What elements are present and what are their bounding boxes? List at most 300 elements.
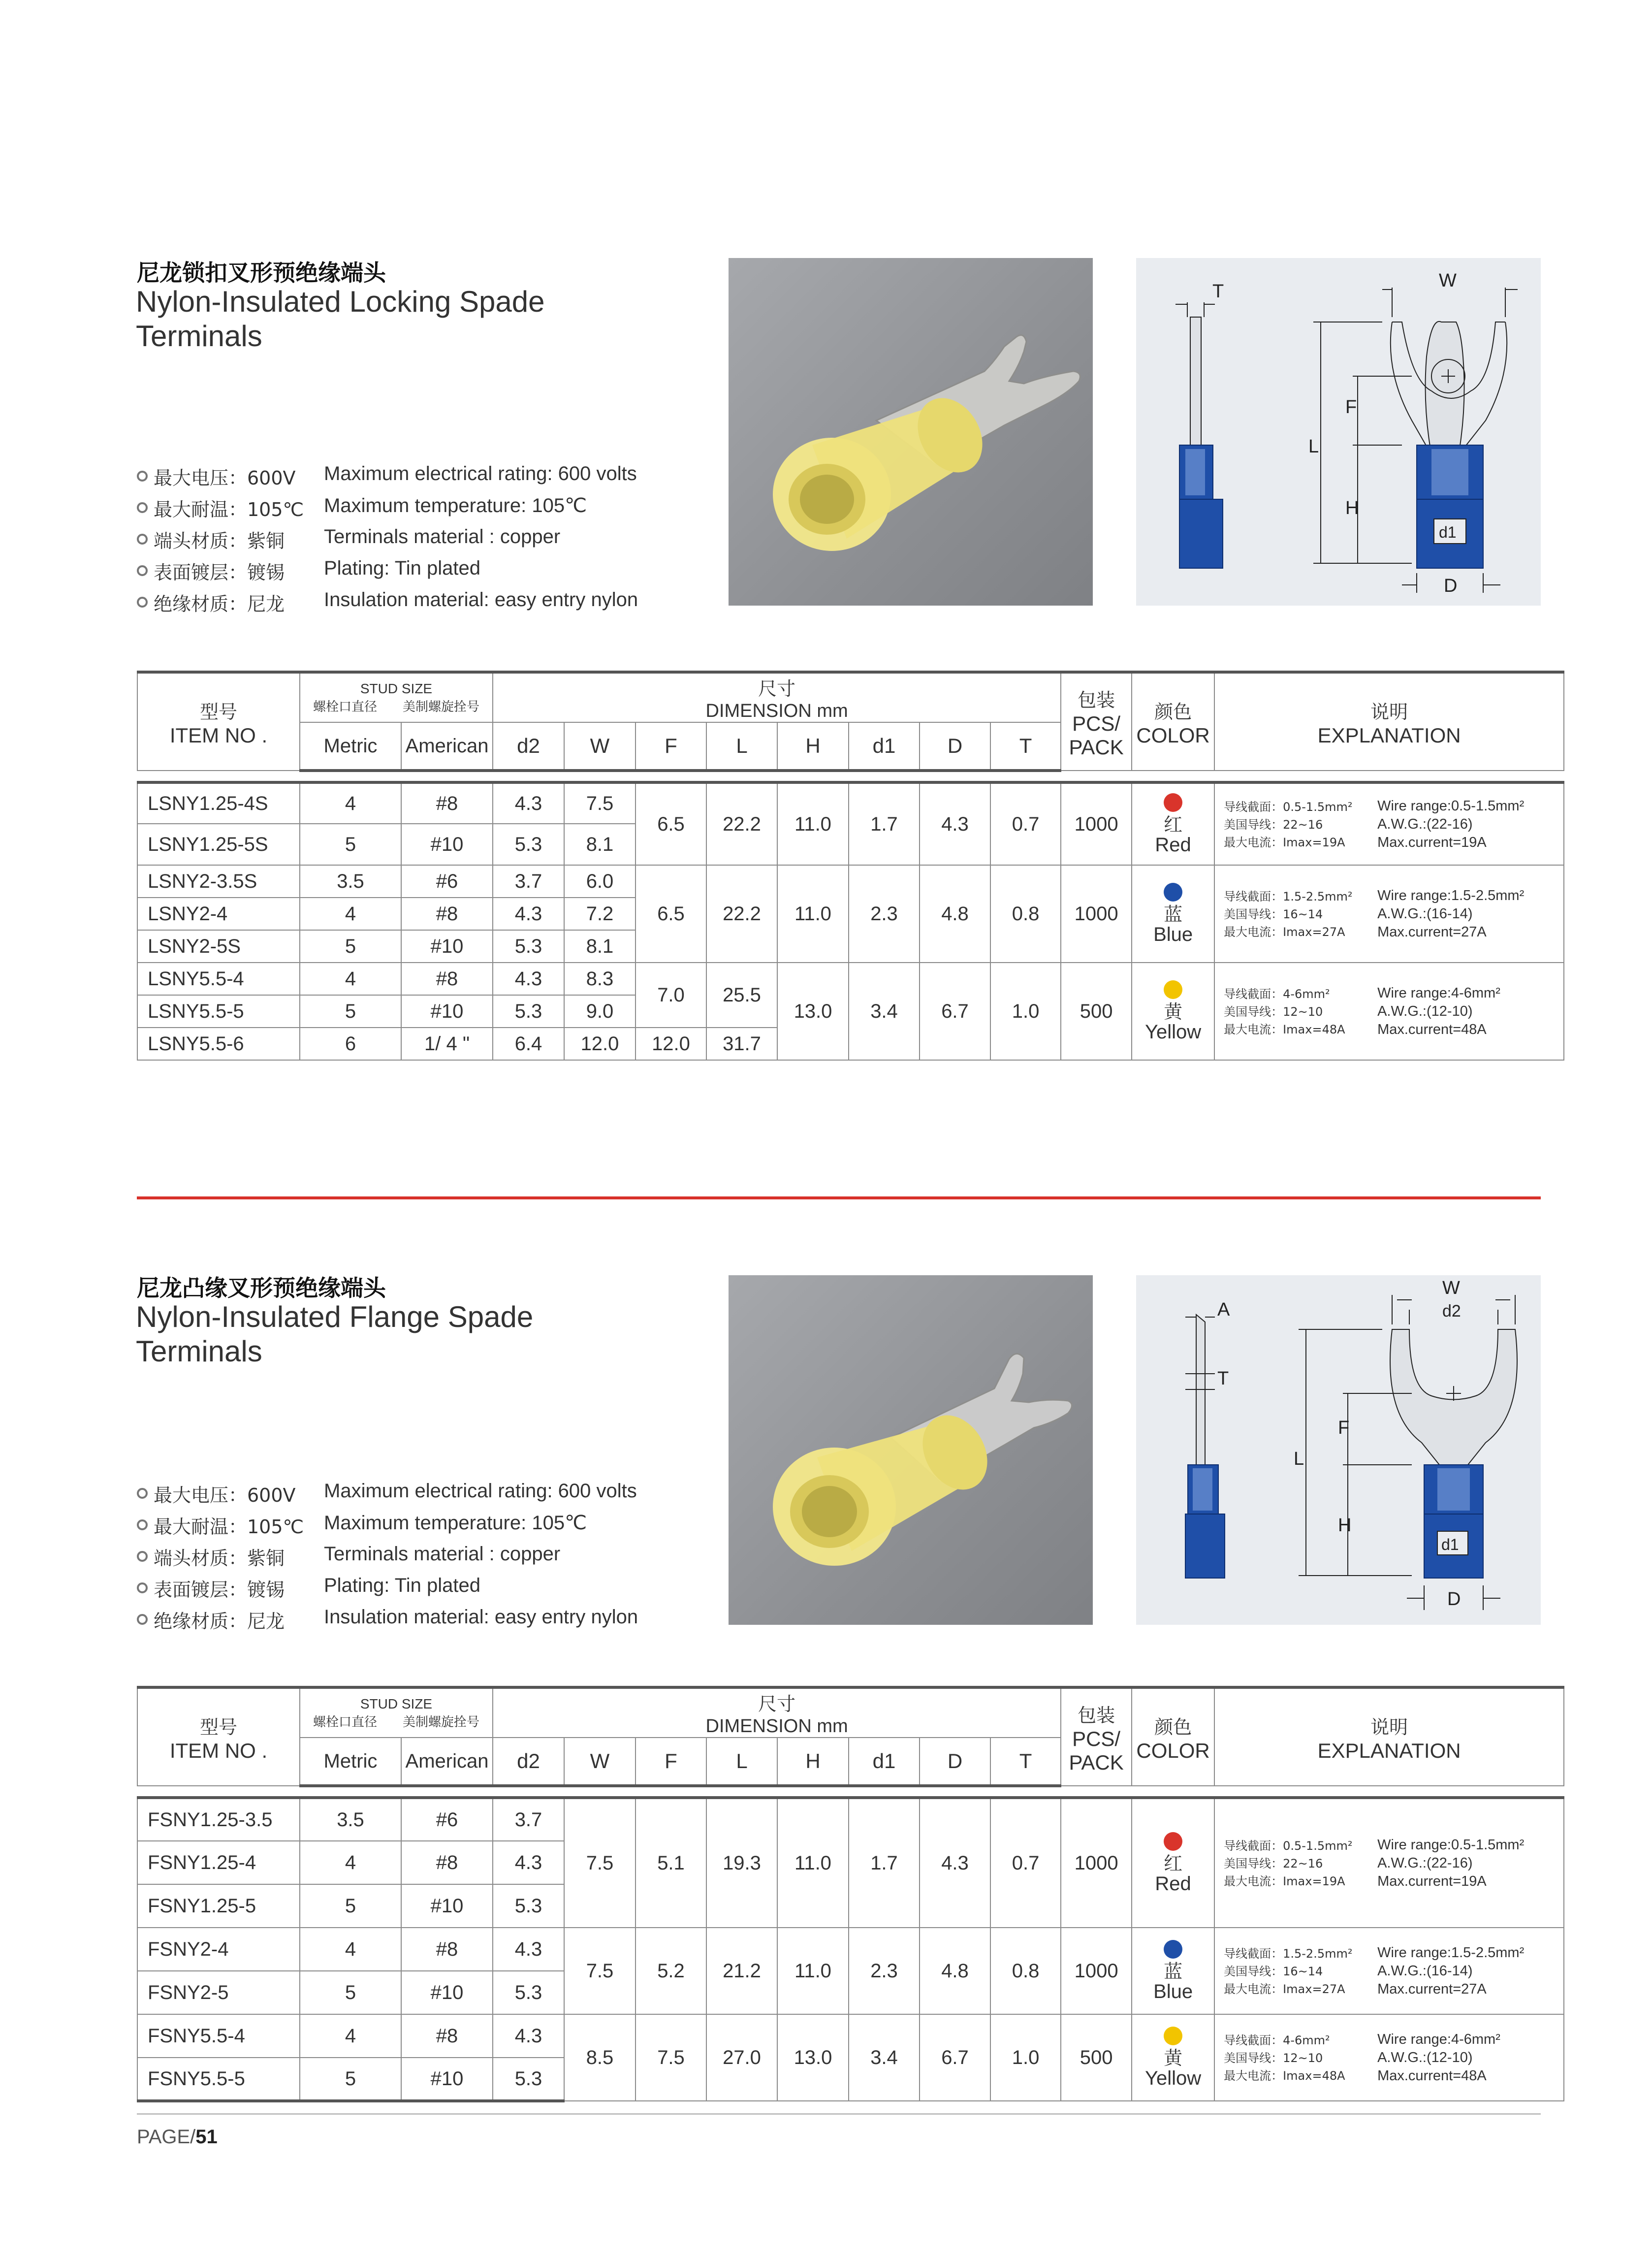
cell-d2: 5.3 <box>493 930 564 963</box>
table-row <box>137 782 1564 824</box>
expl-cn-line: 美国导线：12~10 <box>1224 2051 1323 2065</box>
footer-rule <box>137 2113 1541 2115</box>
dim-label-D: D <box>1447 1589 1461 1610</box>
cell-american: #10 <box>401 995 493 1028</box>
cell-W: 7.5 <box>564 1798 635 1928</box>
expl-en-line: Wire range:0.5-1.5mm² <box>1377 798 1525 814</box>
cell-pack: 1000 <box>1061 782 1132 865</box>
color-en: Blue <box>1153 1981 1193 2002</box>
color-en: Yellow <box>1145 1021 1202 1043</box>
header-expl-cn: 说明 <box>1370 701 1408 723</box>
cell-color-blue <box>1132 865 1214 963</box>
cell-F: 6.5 <box>635 865 706 963</box>
dim-label-H: H <box>1345 498 1359 518</box>
cell-W: 8.1 <box>564 824 635 865</box>
spec-en: Maximum temperature: 105℃ <box>324 1512 587 1534</box>
header-dimension-cn: 尺寸 <box>758 1693 796 1715</box>
spec-cn: 端头材质：紫铜 <box>154 530 285 552</box>
cell-L: 22.2 <box>706 865 777 963</box>
section1-spec-list <box>137 463 718 620</box>
cell-pack: 1000 <box>1061 1928 1132 2014</box>
dim-label-W: W <box>1442 1278 1460 1298</box>
spec-item <box>137 1512 718 1543</box>
locking-spade-terminal-photo <box>729 258 1093 606</box>
bullet-icon <box>137 1551 148 1562</box>
expl-cn-line: 导线截面：1.5-2.5mm² <box>1224 1947 1353 1961</box>
red-dot-icon <box>1164 1832 1182 1851</box>
cell-D: 4.3 <box>920 782 990 865</box>
cell-H: 11.0 <box>777 782 849 865</box>
dimension-drawing <box>1136 1275 1541 1625</box>
header-pack <box>1061 1687 1132 1786</box>
explanation-block <box>1215 887 1563 941</box>
header-item <box>137 672 300 771</box>
expl-cn-line: 美国导线：22~16 <box>1224 818 1323 832</box>
cell-W: 8.1 <box>564 930 635 963</box>
expl-en-line: Max.current=48A <box>1377 1022 1487 1037</box>
dim-label-D: D <box>1444 576 1458 596</box>
cell-D: 4.8 <box>920 865 990 963</box>
cell-american: #10 <box>401 1971 493 2014</box>
cell-color-red <box>1132 1798 1214 1928</box>
cell-pack: 1000 <box>1061 1798 1132 1928</box>
cell-metric: 3.5 <box>300 1798 401 1841</box>
cell-metric: 5 <box>300 930 401 963</box>
spec-en: Terminals material : copper <box>324 526 561 548</box>
cell-metric: 5 <box>300 995 401 1028</box>
cell-d1: 3.4 <box>849 2014 920 2101</box>
header-pack-cn: 包装 <box>1078 1704 1115 1726</box>
cell-metric: 4 <box>300 2014 401 2058</box>
cell-item: FSNY5.5-5 <box>137 2058 300 2101</box>
cell-H: 11.0 <box>777 1928 849 2014</box>
explanation-cn <box>1224 985 1371 1038</box>
expl-en-line: A.W.G.:(22-16) <box>1377 1855 1473 1871</box>
cell-metric: 5 <box>300 824 401 865</box>
cell-metric: 3.5 <box>300 865 401 898</box>
section2-title-en <box>136 1300 533 1369</box>
cell-d2: 4.3 <box>493 963 564 995</box>
cell-d2: 3.7 <box>493 865 564 898</box>
explanation-en <box>1377 1836 1555 1891</box>
header-L: L <box>706 1738 777 1786</box>
cell-item: LSNY5.5-4 <box>137 963 300 995</box>
spec-en: Maximum electrical rating: 600 volts <box>324 463 637 484</box>
dim-label-W: W <box>1439 270 1457 291</box>
cell-american: #8 <box>401 898 493 930</box>
cell-american: #6 <box>401 865 493 898</box>
header-D: D <box>920 722 990 771</box>
expl-en-line: Wire range:0.5-1.5mm² <box>1377 1837 1525 1853</box>
cell-L: 27.0 <box>706 2014 777 2101</box>
header-color-en: COLOR <box>1136 723 1210 747</box>
dim-label-F: F <box>1338 1418 1350 1438</box>
header-explanation <box>1214 1687 1564 1786</box>
explanation-cn <box>1224 1945 1371 1998</box>
header-pack <box>1061 672 1132 771</box>
blue-dot-icon <box>1164 1940 1182 1959</box>
section1-title-en-line1: Nylon-Insulated Locking Spade <box>136 285 545 318</box>
cell-american: #10 <box>401 824 493 865</box>
expl-en-line: Max.current=27A <box>1377 1981 1487 1997</box>
cell-T: 0.8 <box>990 865 1061 963</box>
cell-T: 1.0 <box>990 963 1061 1060</box>
cell-F: 7.0 <box>635 963 706 1028</box>
expl-cn-line: 美国导线：22~16 <box>1224 1857 1323 1870</box>
color-en: Red <box>1155 1873 1191 1895</box>
cell-color-red <box>1132 782 1214 865</box>
cell-explanation <box>1214 782 1564 865</box>
cell-L: 21.2 <box>706 1928 777 2014</box>
header-F: F <box>635 1738 706 1786</box>
section2-title-en-line2: Terminals <box>136 1335 262 1368</box>
cell-american: #10 <box>401 2058 493 2101</box>
header-pack-cn: 包装 <box>1078 689 1115 711</box>
header-color-en: COLOR <box>1136 1739 1210 1762</box>
dim-label-T: T <box>1212 281 1224 302</box>
spec-item <box>137 589 718 620</box>
cell-d2: 4.3 <box>493 782 564 824</box>
header-explanation <box>1214 672 1564 771</box>
color-cn: 黄 <box>1164 2047 1183 2069</box>
expl-cn-line: 美国导线：16~14 <box>1224 1965 1323 1978</box>
table-gap <box>137 771 1564 782</box>
expl-cn-line: 最大电流：Imax=19A <box>1224 836 1345 849</box>
cell-color-yellow <box>1132 2014 1214 2101</box>
color-en: Red <box>1155 834 1191 856</box>
cell-F: 5.1 <box>635 1798 706 1928</box>
cell-T: 0.7 <box>990 782 1061 865</box>
explanation-block <box>1215 2031 1563 2085</box>
header-stud-american-cn: 美制螺旋拴号 <box>402 1714 479 1730</box>
cell-item: FSNY2-5 <box>137 1971 300 2014</box>
section-divider <box>137 1196 1541 1199</box>
expl-cn-line: 导线截面：0.5-1.5mm² <box>1224 1839 1353 1853</box>
section1-title-cn: 尼龙锁扣叉形预绝缘端头 <box>137 259 386 286</box>
spec-item <box>137 1543 718 1575</box>
expl-cn-line: 最大电流：Imax=27A <box>1224 1982 1345 1996</box>
bullet-icon <box>137 534 148 545</box>
cell-item: FSNY5.5-4 <box>137 2014 300 2058</box>
header-american: American <box>401 1738 493 1786</box>
header-dimension <box>493 672 1061 722</box>
spec-en: Maximum electrical rating: 600 volts <box>324 1480 637 1502</box>
bullet-icon <box>137 597 148 608</box>
cell-d2: 5.3 <box>493 2058 564 2101</box>
cell-item: FSNY1.25-4 <box>137 1841 300 1884</box>
cell-d2: 5.3 <box>493 824 564 865</box>
flange-spade-terminal-photo <box>729 1275 1093 1625</box>
expl-en-line: Wire range:1.5-2.5mm² <box>1377 1945 1525 1961</box>
header-stud-american-cn: 美制螺旋拴号 <box>402 699 479 714</box>
section1-title-en <box>136 285 545 354</box>
cell-metric: 5 <box>300 2058 401 2101</box>
dim-label-A: A <box>1217 1299 1230 1320</box>
cell-metric: 5 <box>300 1884 401 1928</box>
header-color <box>1132 672 1214 771</box>
header-item-cn: 型号 <box>199 1716 237 1738</box>
cell-d2: 6.4 <box>493 1028 564 1060</box>
cell-metric: 4 <box>300 963 401 995</box>
spec-item <box>137 557 718 589</box>
cell-pack: 500 <box>1061 963 1132 1060</box>
cell-color-yellow <box>1132 963 1214 1060</box>
explanation-block <box>1215 1944 1563 1998</box>
section2-title-cn: 尼龙凸缘叉形预绝缘端头 <box>137 1275 386 1301</box>
explanation-en <box>1377 984 1555 1039</box>
spec-en: Insulation material: easy entry nylon <box>324 589 638 611</box>
cell-L: 31.7 <box>706 1028 777 1060</box>
dim-label-F: F <box>1345 397 1357 418</box>
spec-item <box>137 1606 718 1638</box>
cell-d1: 1.7 <box>849 782 920 865</box>
cell-item: LSNY2-5S <box>137 930 300 963</box>
header-stud-size <box>300 672 493 722</box>
cell-color-blue <box>1132 1928 1214 2014</box>
cell-american: #8 <box>401 782 493 824</box>
cell-item: LSNY1.25-5S <box>137 824 300 865</box>
cell-item: LSNY5.5-6 <box>137 1028 300 1060</box>
header-T: T <box>990 1738 1061 1786</box>
color-en: Yellow <box>1145 2067 1202 2089</box>
cell-item: FSNY1.25-5 <box>137 1884 300 1928</box>
expl-en-line: Wire range:4-6mm² <box>1377 2031 1500 2047</box>
header-D: D <box>920 1738 990 1786</box>
cell-american: #8 <box>401 1841 493 1884</box>
red-dot-icon <box>1164 793 1182 812</box>
expl-cn-line: 最大电流：Imax=19A <box>1224 1874 1345 1888</box>
bullet-icon <box>137 502 148 513</box>
spec-cn: 最大耐温：105℃ <box>154 1516 304 1538</box>
cell-L: 19.3 <box>706 1798 777 1928</box>
cell-d2: 5.3 <box>493 1971 564 2014</box>
cell-W: 9.0 <box>564 995 635 1028</box>
spec-cn: 表面镀层：镀锡 <box>154 1579 285 1601</box>
expl-en-line: A.W.G.:(12-10) <box>1377 2050 1473 2065</box>
spec-cn: 绝缘材质：尼龙 <box>154 593 285 615</box>
cell-T: 0.8 <box>990 1928 1061 2014</box>
cell-explanation <box>1214 865 1564 963</box>
cell-metric: 4 <box>300 782 401 824</box>
expl-cn-line: 最大电流：Imax=27A <box>1224 925 1345 939</box>
expl-cn-line: 美国导线：12~10 <box>1224 1005 1323 1019</box>
flange-spade-spec-table <box>137 1686 1564 2102</box>
header-item <box>137 1687 300 1786</box>
dim-label-d2: d2 <box>1442 1302 1461 1321</box>
cell-d1: 2.3 <box>849 1928 920 2014</box>
color-cn: 红 <box>1164 814 1183 836</box>
locking-spade-dimension-diagram <box>1136 258 1541 606</box>
table-gap <box>137 1786 1564 1798</box>
header-W: W <box>564 1738 635 1786</box>
header-item-en: ITEM NO . <box>169 723 268 747</box>
section2-title-en-line1: Nylon-Insulated Flange Spade <box>136 1300 534 1333</box>
cell-pack: 500 <box>1061 2014 1132 2101</box>
header-color-cn: 颜色 <box>1154 701 1192 723</box>
spec-cn: 端头材质：紫铜 <box>154 1548 285 1569</box>
color-cn: 红 <box>1164 1853 1183 1874</box>
cell-explanation <box>1214 2014 1564 2101</box>
explanation-block <box>1215 984 1563 1038</box>
table-row <box>137 963 1564 995</box>
cell-metric: 5 <box>300 1971 401 2014</box>
spec-cn: 最大电压：600V <box>154 467 296 489</box>
page-number-value: 51 <box>195 2126 218 2148</box>
header-stud-size-en: STUD SIZE <box>360 1696 433 1711</box>
table-row <box>137 1798 1564 1841</box>
terminal-photo-illustration <box>729 258 1093 606</box>
header-T: T <box>990 722 1061 771</box>
spec-en: Plating: Tin plated <box>324 1575 480 1596</box>
cell-W: 8.5 <box>564 2014 635 2101</box>
spec-cn: 最大电压：600V <box>154 1484 296 1506</box>
header-d2: d2 <box>493 722 564 771</box>
dim-label-L: L <box>1294 1449 1304 1469</box>
cell-american: #8 <box>401 1928 493 1971</box>
spec-en: Maximum temperature: 105℃ <box>324 495 587 516</box>
cell-metric: 6 <box>300 1028 401 1060</box>
explanation-block <box>1215 797 1563 851</box>
header-F: F <box>635 722 706 771</box>
bullet-icon <box>137 1614 148 1625</box>
cell-D: 4.3 <box>920 1798 990 1928</box>
expl-cn-line: 导线截面：4-6mm² <box>1224 987 1330 1001</box>
color-cn: 蓝 <box>1164 903 1183 925</box>
spec-item <box>137 526 718 557</box>
cell-d1: 1.7 <box>849 1798 920 1928</box>
explanation-cn <box>1224 798 1371 851</box>
spec-en: Terminals material : copper <box>324 1543 561 1565</box>
cell-d2: 4.3 <box>493 1928 564 1971</box>
cell-metric: 4 <box>300 1928 401 1971</box>
header-stud-sublabels <box>300 1712 492 1730</box>
cell-item: LSNY5.5-5 <box>137 995 300 1028</box>
header-stud-size-en: STUD SIZE <box>360 680 433 696</box>
header-expl-en: EXPLANATION <box>1317 723 1461 747</box>
spec-item <box>137 1480 718 1512</box>
header-metric: Metric <box>300 1738 401 1786</box>
expl-en-line: Max.current=19A <box>1377 835 1487 850</box>
cell-item: FSNY1.25-3.5 <box>137 1798 300 1841</box>
cell-item: LSNY2-3.5S <box>137 865 300 898</box>
cell-metric: 4 <box>300 898 401 930</box>
color-en: Blue <box>1153 924 1193 945</box>
dim-label-H: H <box>1338 1515 1352 1536</box>
spec-en: Insulation material: easy entry nylon <box>324 1606 638 1628</box>
explanation-cn <box>1224 1837 1371 1890</box>
expl-en-line: A.W.G.:(22-16) <box>1377 816 1473 832</box>
cell-d2: 5.3 <box>493 995 564 1028</box>
bullet-icon <box>137 471 148 482</box>
cell-F: 6.5 <box>635 782 706 865</box>
header-d1: d1 <box>849 1738 920 1786</box>
dim-label-d1: d1 <box>1441 1536 1459 1553</box>
header-dimension <box>493 1687 1061 1738</box>
bullet-icon <box>137 1488 148 1499</box>
cell-american: #10 <box>401 930 493 963</box>
cell-W: 7.5 <box>564 782 635 824</box>
explanation-en <box>1377 2031 1555 2085</box>
cell-H: 11.0 <box>777 1798 849 1928</box>
dimension-drawing <box>1136 258 1541 606</box>
dim-label-T: T <box>1217 1368 1229 1389</box>
header-W: W <box>564 722 635 771</box>
page-number <box>137 2126 218 2148</box>
header-expl-en: EXPLANATION <box>1317 1739 1461 1762</box>
header-L: L <box>706 722 777 771</box>
cell-H: 13.0 <box>777 963 849 1060</box>
spec-item <box>137 494 718 526</box>
cell-american: #10 <box>401 1884 493 1928</box>
header-pack-en1: PCS/ <box>1072 1727 1121 1750</box>
cell-T: 0.7 <box>990 1798 1061 1928</box>
expl-en-line: Max.current=48A <box>1377 2068 1487 2084</box>
dim-label-L: L <box>1308 436 1319 457</box>
expl-cn-line: 导线截面：4-6mm² <box>1224 2033 1330 2047</box>
cell-explanation <box>1214 1798 1564 1928</box>
header-H: H <box>777 1738 849 1786</box>
header-stud-metric-cn: 螺栓口直径 <box>313 699 377 714</box>
expl-en-line: A.W.G.:(12-10) <box>1377 1003 1473 1019</box>
spec-cn: 最大耐温：105℃ <box>154 499 304 520</box>
header-dimension-en: DIMENSION mm <box>705 1716 848 1737</box>
explanation-en <box>1377 1944 1555 1999</box>
cell-F: 12.0 <box>635 1028 706 1060</box>
explanation-block <box>1215 1836 1563 1890</box>
explanation-cn <box>1224 2031 1371 2085</box>
cell-explanation <box>1214 963 1564 1060</box>
expl-en-line: A.W.G.:(16-14) <box>1377 1963 1473 1979</box>
expl-cn-line: 最大电流：Imax=48A <box>1224 2069 1345 2083</box>
bullet-icon <box>137 1582 148 1593</box>
header-expl-cn: 说明 <box>1370 1716 1408 1738</box>
cell-L: 22.2 <box>706 782 777 865</box>
header-stud-metric-cn: 螺栓口直径 <box>313 1714 377 1730</box>
header-H: H <box>777 722 849 771</box>
spec-item <box>137 463 718 494</box>
expl-cn-line: 美国导线：16~14 <box>1224 907 1323 921</box>
header-pack-en2: PACK <box>1069 1750 1124 1774</box>
explanation-cn <box>1224 888 1371 941</box>
expl-en-line: Max.current=19A <box>1377 1873 1487 1889</box>
cell-d2: 3.7 <box>493 1798 564 1841</box>
expl-cn-line: 最大电流：Imax=48A <box>1224 1023 1345 1036</box>
cell-D: 6.7 <box>920 2014 990 2101</box>
cell-F: 5.2 <box>635 1928 706 2014</box>
header-american: American <box>401 722 493 771</box>
cell-W: 8.3 <box>564 963 635 995</box>
cell-item: FSNY2-4 <box>137 1928 300 1971</box>
cell-d1: 2.3 <box>849 865 920 963</box>
expl-cn-line: 导线截面：0.5-1.5mm² <box>1224 800 1353 814</box>
cell-american: 1/ 4 " <box>401 1028 493 1060</box>
cell-W: 12.0 <box>564 1028 635 1060</box>
cell-item: LSNY1.25-4S <box>137 782 300 824</box>
header-item-cn: 型号 <box>199 701 237 723</box>
terminal-photo-illustration <box>729 1275 1093 1625</box>
cell-L: 25.5 <box>706 963 777 1028</box>
table-row <box>137 2014 1564 2058</box>
cell-W: 7.5 <box>564 1928 635 2014</box>
yellow-dot-icon <box>1164 2027 1182 2045</box>
color-cn: 黄 <box>1164 1001 1183 1023</box>
blue-dot-icon <box>1164 883 1182 902</box>
cell-H: 11.0 <box>777 865 849 963</box>
bullet-icon <box>137 565 148 576</box>
expl-en-line: A.W.G.:(16-14) <box>1377 906 1473 922</box>
cell-american: #8 <box>401 963 493 995</box>
yellow-dot-icon <box>1164 980 1182 999</box>
